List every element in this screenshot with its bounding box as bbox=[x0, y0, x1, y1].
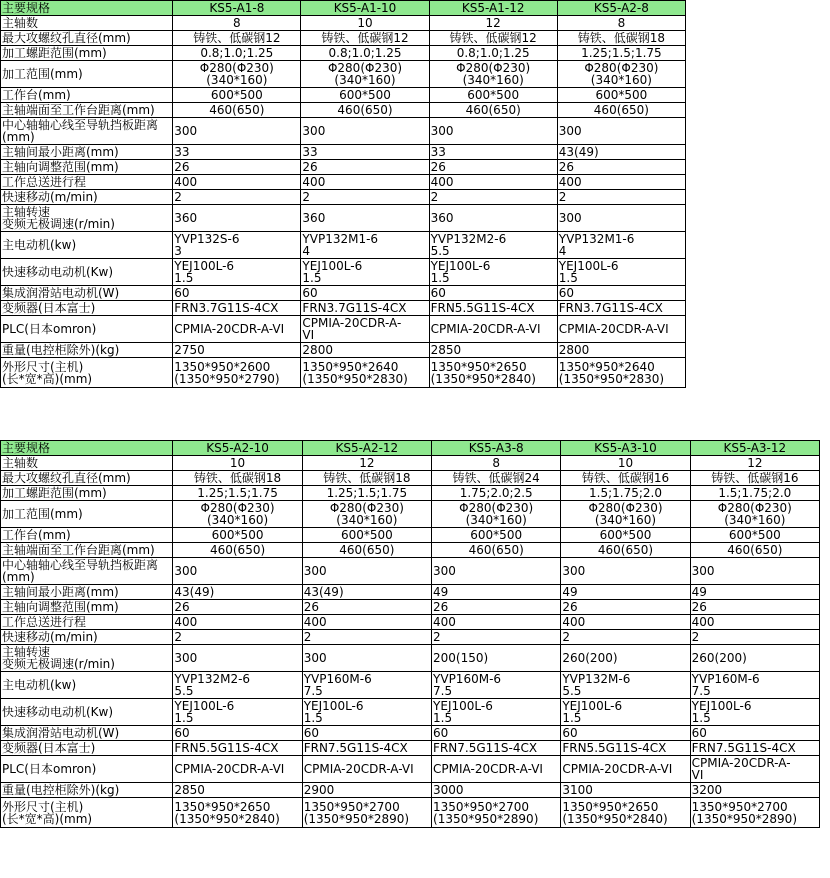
table-cell: FRN7.5G11S-4CX bbox=[432, 741, 561, 756]
table-cell: YEJ100L-6 1.5 bbox=[429, 259, 557, 286]
row-label: 最大攻螺纹孔直径(mm) bbox=[1, 471, 173, 486]
table-cell: 600*500 bbox=[561, 528, 690, 543]
table-cell: FRN3.7G11S-4CX bbox=[557, 301, 685, 316]
model-header: KS5-A1-10 bbox=[301, 1, 429, 16]
model-header: KS5-A3-10 bbox=[561, 441, 690, 456]
table-cell: 铸铁、低碳钢16 bbox=[690, 471, 819, 486]
table-row bbox=[1, 46, 686, 61]
row-label: 集成润滑站电动机(W) bbox=[1, 726, 173, 741]
table-cell: 1350*950*2600 (1350*950*2790) bbox=[173, 358, 301, 388]
table-row bbox=[1, 259, 686, 286]
table-cell: YVP132M2-6 5.5 bbox=[429, 232, 557, 259]
table-cell: 1350*950*2640 (1350*950*2830) bbox=[557, 358, 685, 388]
table-cell: YEJ100L-6 1.5 bbox=[557, 259, 685, 286]
table-cell: YVP132M1-6 4 bbox=[301, 232, 429, 259]
model-header: KS5-A3-12 bbox=[690, 441, 819, 456]
table-cell: 60 bbox=[302, 726, 431, 741]
table-cell: YVP132S-6 3 bbox=[173, 232, 301, 259]
row-label: 快速移动电动机(Kw) bbox=[1, 259, 173, 286]
table-cell: 300 bbox=[302, 558, 431, 585]
table-cell: 铸铁、低碳钢16 bbox=[561, 471, 690, 486]
table-cell: 60 bbox=[557, 286, 685, 301]
table-row bbox=[1, 175, 686, 190]
table-cell: Φ280(Φ230) (340*160) bbox=[301, 61, 429, 88]
model-header: KS5-A1-8 bbox=[173, 1, 301, 16]
table-row bbox=[1, 741, 820, 756]
row-label: 中心轴轴心线至导轨挡板距离 (mm) bbox=[1, 118, 173, 145]
table-cell: 1350*950*2650 (1350*950*2840) bbox=[173, 798, 302, 828]
table-cell: YVP160M-6 7.5 bbox=[432, 672, 561, 699]
header-label: 主要规格 bbox=[1, 441, 173, 456]
row-label: 最大攻螺纹孔直径(mm) bbox=[1, 31, 173, 46]
table-row bbox=[1, 471, 820, 486]
table-cell: 400 bbox=[690, 615, 819, 630]
table-cell: 33 bbox=[173, 145, 301, 160]
table-cell: 1350*950*2650 (1350*950*2840) bbox=[429, 358, 557, 388]
table-row bbox=[1, 528, 820, 543]
table-cell: FRN5.5G11S-4CX bbox=[429, 301, 557, 316]
table-cell: 400 bbox=[173, 615, 302, 630]
table-cell: 200(150) bbox=[432, 645, 561, 672]
row-label: 主轴间最小距离(mm) bbox=[1, 585, 173, 600]
table-cell: 600*500 bbox=[690, 528, 819, 543]
table-cell: 1350*950*2640 (1350*950*2830) bbox=[301, 358, 429, 388]
table-cell: 10 bbox=[301, 16, 429, 31]
table-cell: 2850 bbox=[173, 783, 302, 798]
row-label: PLC(日本omron) bbox=[1, 756, 173, 783]
table-cell: 300 bbox=[173, 645, 302, 672]
table-cell: FRN5.5G11S-4CX bbox=[561, 741, 690, 756]
table-cell: 1350*950*2700 (1350*950*2890) bbox=[302, 798, 431, 828]
table-cell: 2 bbox=[690, 630, 819, 645]
table-cell: 300 bbox=[557, 205, 685, 232]
table-cell: 600*500 bbox=[432, 528, 561, 543]
table-row bbox=[1, 358, 686, 388]
table-cell: 360 bbox=[173, 205, 301, 232]
table-cell: CPMIA-20CDR-A- VI bbox=[690, 756, 819, 783]
table-cell: 360 bbox=[301, 205, 429, 232]
table-cell: 1.25;1.5;1.75 bbox=[173, 486, 302, 501]
table-cell: 600*500 bbox=[173, 528, 302, 543]
table-cell: 60 bbox=[173, 726, 302, 741]
table-row bbox=[1, 600, 820, 615]
table-cell: YEJ100L-6 1.5 bbox=[173, 259, 301, 286]
table-cell: CPMIA-20CDR-A-VI bbox=[432, 756, 561, 783]
table-cell: 铸铁、低碳钢18 bbox=[302, 471, 431, 486]
row-label: 主轴间最小距离(mm) bbox=[1, 145, 173, 160]
table-cell: 2 bbox=[173, 630, 302, 645]
row-label: 主电动机(kw) bbox=[1, 232, 173, 259]
table-cell: 400 bbox=[432, 615, 561, 630]
table-cell: 460(650) bbox=[173, 103, 301, 118]
table-row bbox=[1, 118, 686, 145]
table-cell: FRN7.5G11S-4CX bbox=[690, 741, 819, 756]
row-label: 集成润滑站电动机(W) bbox=[1, 286, 173, 301]
table-cell: 2 bbox=[173, 190, 301, 205]
row-label: 外形尺寸(主机) (长*宽*高)(mm) bbox=[1, 358, 173, 388]
table-cell: 1.5;1.75;2.0 bbox=[561, 486, 690, 501]
table-cell: 400 bbox=[173, 175, 301, 190]
table-cell: Φ280(Φ230) (340*160) bbox=[302, 501, 431, 528]
table-row bbox=[1, 61, 686, 88]
table-cell: CPMIA-20CDR-A-VI bbox=[173, 316, 301, 343]
table-cell: 2 bbox=[301, 190, 429, 205]
table-cell: 3100 bbox=[561, 783, 690, 798]
table-row bbox=[1, 343, 686, 358]
table-cell: 43(49) bbox=[557, 145, 685, 160]
row-label: 主轴转速 变频无极调速(r/min) bbox=[1, 205, 173, 232]
table-cell: 铸铁、低碳钢24 bbox=[432, 471, 561, 486]
table-row bbox=[1, 286, 686, 301]
table-row bbox=[1, 145, 686, 160]
table-cell: 12 bbox=[302, 456, 431, 471]
table-cell: FRN3.7G11S-4CX bbox=[301, 301, 429, 316]
table-cell: YEJ100L-6 1.5 bbox=[173, 699, 302, 726]
table-cell: 60 bbox=[301, 286, 429, 301]
table-cell: YVP160M-6 7.5 bbox=[690, 672, 819, 699]
table-row bbox=[1, 645, 820, 672]
table-row bbox=[1, 615, 820, 630]
table-cell: 400 bbox=[561, 615, 690, 630]
table-cell: 8 bbox=[432, 456, 561, 471]
table-row bbox=[1, 558, 820, 585]
table-cell: 3000 bbox=[432, 783, 561, 798]
table-cell: 400 bbox=[301, 175, 429, 190]
table-cell: 43(49) bbox=[173, 585, 302, 600]
row-label: 快速移动(m/min) bbox=[1, 630, 173, 645]
table-row bbox=[1, 190, 686, 205]
row-label: 主轴转速 变频无极调速(r/min) bbox=[1, 645, 173, 672]
row-label: 重量(电控柜除外)(kg) bbox=[1, 343, 173, 358]
table-cell: 600*500 bbox=[429, 88, 557, 103]
table-row bbox=[1, 783, 820, 798]
spec-table-2 bbox=[0, 440, 820, 828]
table-cell: 60 bbox=[561, 726, 690, 741]
table-cell: 460(650) bbox=[561, 543, 690, 558]
spec-table-1 bbox=[0, 0, 686, 388]
table-cell: 26 bbox=[557, 160, 685, 175]
table-cell: 0.8;1.0;1.25 bbox=[301, 46, 429, 61]
row-label: 变频器(日本富士) bbox=[1, 301, 173, 316]
table-cell: 460(650) bbox=[302, 543, 431, 558]
header-row bbox=[1, 441, 820, 456]
table-cell: 360 bbox=[429, 205, 557, 232]
table-cell: 400 bbox=[302, 615, 431, 630]
table-row bbox=[1, 456, 820, 471]
table-row bbox=[1, 585, 820, 600]
row-label: 加工范围(mm) bbox=[1, 61, 173, 88]
table-cell: 10 bbox=[173, 456, 302, 471]
table-cell: 300 bbox=[557, 118, 685, 145]
table-cell: 60 bbox=[432, 726, 561, 741]
table-cell: 2900 bbox=[302, 783, 431, 798]
table-cell: 2 bbox=[429, 190, 557, 205]
model-header: KS5-A2-8 bbox=[557, 1, 685, 16]
table-cell: 300 bbox=[432, 558, 561, 585]
table-cell: 26 bbox=[173, 160, 301, 175]
table-cell: 1.5;1.75;2.0 bbox=[690, 486, 819, 501]
row-label: 快速移动电动机(Kw) bbox=[1, 699, 173, 726]
table-cell: 33 bbox=[301, 145, 429, 160]
table-cell: YEJ100L-6 1.5 bbox=[302, 699, 431, 726]
table-cell: 460(650) bbox=[173, 543, 302, 558]
table-cell: 0.8;1.0;1.25 bbox=[429, 46, 557, 61]
table-cell: 460(650) bbox=[429, 103, 557, 118]
row-label: 变频器(日本富士) bbox=[1, 741, 173, 756]
row-label: 加工范围(mm) bbox=[1, 501, 173, 528]
table-cell: 600*500 bbox=[173, 88, 301, 103]
table-cell: CPMIA-20CDR-A- VI bbox=[301, 316, 429, 343]
table-cell: 1350*950*2700 (1350*950*2890) bbox=[432, 798, 561, 828]
table-cell: 8 bbox=[557, 16, 685, 31]
row-label: 工作总送进行程 bbox=[1, 615, 173, 630]
table-cell: 60 bbox=[429, 286, 557, 301]
table-cell: 1350*950*2650 (1350*950*2840) bbox=[561, 798, 690, 828]
table-cell: 10 bbox=[561, 456, 690, 471]
table-cell: 8 bbox=[173, 16, 301, 31]
row-label: 主电动机(kw) bbox=[1, 672, 173, 699]
table-row bbox=[1, 501, 820, 528]
table-cell: 2800 bbox=[557, 343, 685, 358]
table-cell: 1.25;1.5;1.75 bbox=[302, 486, 431, 501]
row-label: 中心轴轴心线至导轨挡板距离 (mm) bbox=[1, 558, 173, 585]
table-row bbox=[1, 798, 820, 828]
table-cell: 600*500 bbox=[301, 88, 429, 103]
table-cell: YVP132M1-6 4 bbox=[557, 232, 685, 259]
table-cell: 400 bbox=[557, 175, 685, 190]
table-cell: 12 bbox=[690, 456, 819, 471]
table-cell: YVP132M2-6 5.5 bbox=[173, 672, 302, 699]
table-cell: 300 bbox=[690, 558, 819, 585]
row-label: PLC(日本omron) bbox=[1, 316, 173, 343]
table-row bbox=[1, 31, 686, 46]
row-label: 外形尺寸(主机) (长*宽*高)(mm) bbox=[1, 798, 173, 828]
table-cell: 460(650) bbox=[690, 543, 819, 558]
table-cell: CPMIA-20CDR-A-VI bbox=[302, 756, 431, 783]
table-cell: 60 bbox=[690, 726, 819, 741]
row-label: 重量(电控柜除外)(kg) bbox=[1, 783, 173, 798]
table-cell: YEJ100L-6 1.5 bbox=[432, 699, 561, 726]
table-cell: 300 bbox=[173, 558, 302, 585]
table-cell: FRN7.5G11S-4CX bbox=[302, 741, 431, 756]
model-header: KS5-A2-10 bbox=[173, 441, 302, 456]
table-cell: 铸铁、低碳钢12 bbox=[173, 31, 301, 46]
header-label: 主要规格 bbox=[1, 1, 173, 16]
table-row bbox=[1, 103, 686, 118]
row-label: 主轴向调整范围(mm) bbox=[1, 600, 173, 615]
table-cell: 1.25;1.5;1.75 bbox=[557, 46, 685, 61]
table-cell: 铸铁、低碳钢18 bbox=[557, 31, 685, 46]
row-label: 主轴端面至工作台距离(mm) bbox=[1, 543, 173, 558]
table-cell: Φ280(Φ230) (340*160) bbox=[690, 501, 819, 528]
table-cell: 12 bbox=[429, 16, 557, 31]
table-row bbox=[1, 630, 820, 645]
table-row bbox=[1, 301, 686, 316]
table-cell: CPMIA-20CDR-A-VI bbox=[557, 316, 685, 343]
table-cell: 400 bbox=[429, 175, 557, 190]
table-cell: 300 bbox=[429, 118, 557, 145]
table-cell: Φ280(Φ230) (340*160) bbox=[173, 501, 302, 528]
table-cell: 1.75;2.0;2.5 bbox=[432, 486, 561, 501]
table-cell: YEJ100L-6 1.5 bbox=[561, 699, 690, 726]
table-cell: 2 bbox=[432, 630, 561, 645]
table-cell: 2750 bbox=[173, 343, 301, 358]
table-cell: Φ280(Φ230) (340*160) bbox=[173, 61, 301, 88]
table-cell: 2850 bbox=[429, 343, 557, 358]
table-cell: 260(200) bbox=[690, 645, 819, 672]
table-cell: 300 bbox=[301, 118, 429, 145]
table-cell: 2 bbox=[557, 190, 685, 205]
table-cell: 26 bbox=[302, 600, 431, 615]
table-row bbox=[1, 160, 686, 175]
table-cell: 49 bbox=[432, 585, 561, 600]
table-row bbox=[1, 726, 820, 741]
table-cell: 1350*950*2700 (1350*950*2890) bbox=[690, 798, 819, 828]
table-cell: 铸铁、低碳钢18 bbox=[173, 471, 302, 486]
table-row bbox=[1, 316, 686, 343]
table-cell: 300 bbox=[561, 558, 690, 585]
table-cell: 33 bbox=[429, 145, 557, 160]
table-cell: YEJ100L-6 1.5 bbox=[301, 259, 429, 286]
table-row bbox=[1, 88, 686, 103]
row-label: 工作台(mm) bbox=[1, 88, 173, 103]
table-cell: 300 bbox=[302, 645, 431, 672]
table-row bbox=[1, 672, 820, 699]
table-cell: 460(650) bbox=[557, 103, 685, 118]
table-cell: 26 bbox=[690, 600, 819, 615]
row-label: 主轴数 bbox=[1, 16, 173, 31]
row-label: 工作台(mm) bbox=[1, 528, 173, 543]
row-label: 加工螺距范围(mm) bbox=[1, 46, 173, 61]
table-cell: CPMIA-20CDR-A-VI bbox=[429, 316, 557, 343]
table-cell: 铸铁、低碳钢12 bbox=[429, 31, 557, 46]
row-label: 加工螺距范围(mm) bbox=[1, 486, 173, 501]
table-cell: YVP132M-6 5.5 bbox=[561, 672, 690, 699]
table-cell: Φ280(Φ230) (340*160) bbox=[432, 501, 561, 528]
table-cell: 0.8;1.0;1.25 bbox=[173, 46, 301, 61]
table-cell: 260(200) bbox=[561, 645, 690, 672]
table-cell: 300 bbox=[173, 118, 301, 145]
table-cell: 铸铁、低碳钢12 bbox=[301, 31, 429, 46]
table-cell: 2800 bbox=[301, 343, 429, 358]
table-row bbox=[1, 699, 820, 726]
table-cell: 460(650) bbox=[301, 103, 429, 118]
table-cell: 2 bbox=[302, 630, 431, 645]
table-cell: 26 bbox=[173, 600, 302, 615]
table-cell: FRN3.7G11S-4CX bbox=[173, 301, 301, 316]
table-row bbox=[1, 486, 820, 501]
table-cell: 49 bbox=[690, 585, 819, 600]
table-cell: Φ280(Φ230) (340*160) bbox=[429, 61, 557, 88]
table-cell: YVP160M-6 7.5 bbox=[302, 672, 431, 699]
header-row bbox=[1, 1, 686, 16]
table-cell: FRN5.5G11S-4CX bbox=[173, 741, 302, 756]
table-cell: 60 bbox=[173, 286, 301, 301]
model-header: KS5-A2-12 bbox=[302, 441, 431, 456]
table-row bbox=[1, 16, 686, 31]
row-label: 主轴向调整范围(mm) bbox=[1, 160, 173, 175]
table-cell: 2 bbox=[561, 630, 690, 645]
table-row bbox=[1, 205, 686, 232]
table-cell: YEJ100L-6 1.5 bbox=[690, 699, 819, 726]
row-label: 快速移动(m/min) bbox=[1, 190, 173, 205]
table-cell: 49 bbox=[561, 585, 690, 600]
table-cell: CPMIA-20CDR-A-VI bbox=[173, 756, 302, 783]
table-row bbox=[1, 756, 820, 783]
model-header: KS5-A1-12 bbox=[429, 1, 557, 16]
row-label: 主轴端面至工作台距离(mm) bbox=[1, 103, 173, 118]
table-cell: 26 bbox=[301, 160, 429, 175]
table-row bbox=[1, 543, 820, 558]
table-cell: 43(49) bbox=[302, 585, 431, 600]
table-cell: Φ280(Φ230) (340*160) bbox=[557, 61, 685, 88]
table-cell: 600*500 bbox=[302, 528, 431, 543]
table-cell: Φ280(Φ230) (340*160) bbox=[561, 501, 690, 528]
table-cell: 600*500 bbox=[557, 88, 685, 103]
table-cell: 26 bbox=[432, 600, 561, 615]
table-cell: 460(650) bbox=[432, 543, 561, 558]
table-row bbox=[1, 232, 686, 259]
table-cell: 26 bbox=[561, 600, 690, 615]
model-header: KS5-A3-8 bbox=[432, 441, 561, 456]
table-cell: 26 bbox=[429, 160, 557, 175]
table-cell: CPMIA-20CDR-A-VI bbox=[561, 756, 690, 783]
table-cell: 3200 bbox=[690, 783, 819, 798]
row-label: 工作总送进行程 bbox=[1, 175, 173, 190]
row-label: 主轴数 bbox=[1, 456, 173, 471]
